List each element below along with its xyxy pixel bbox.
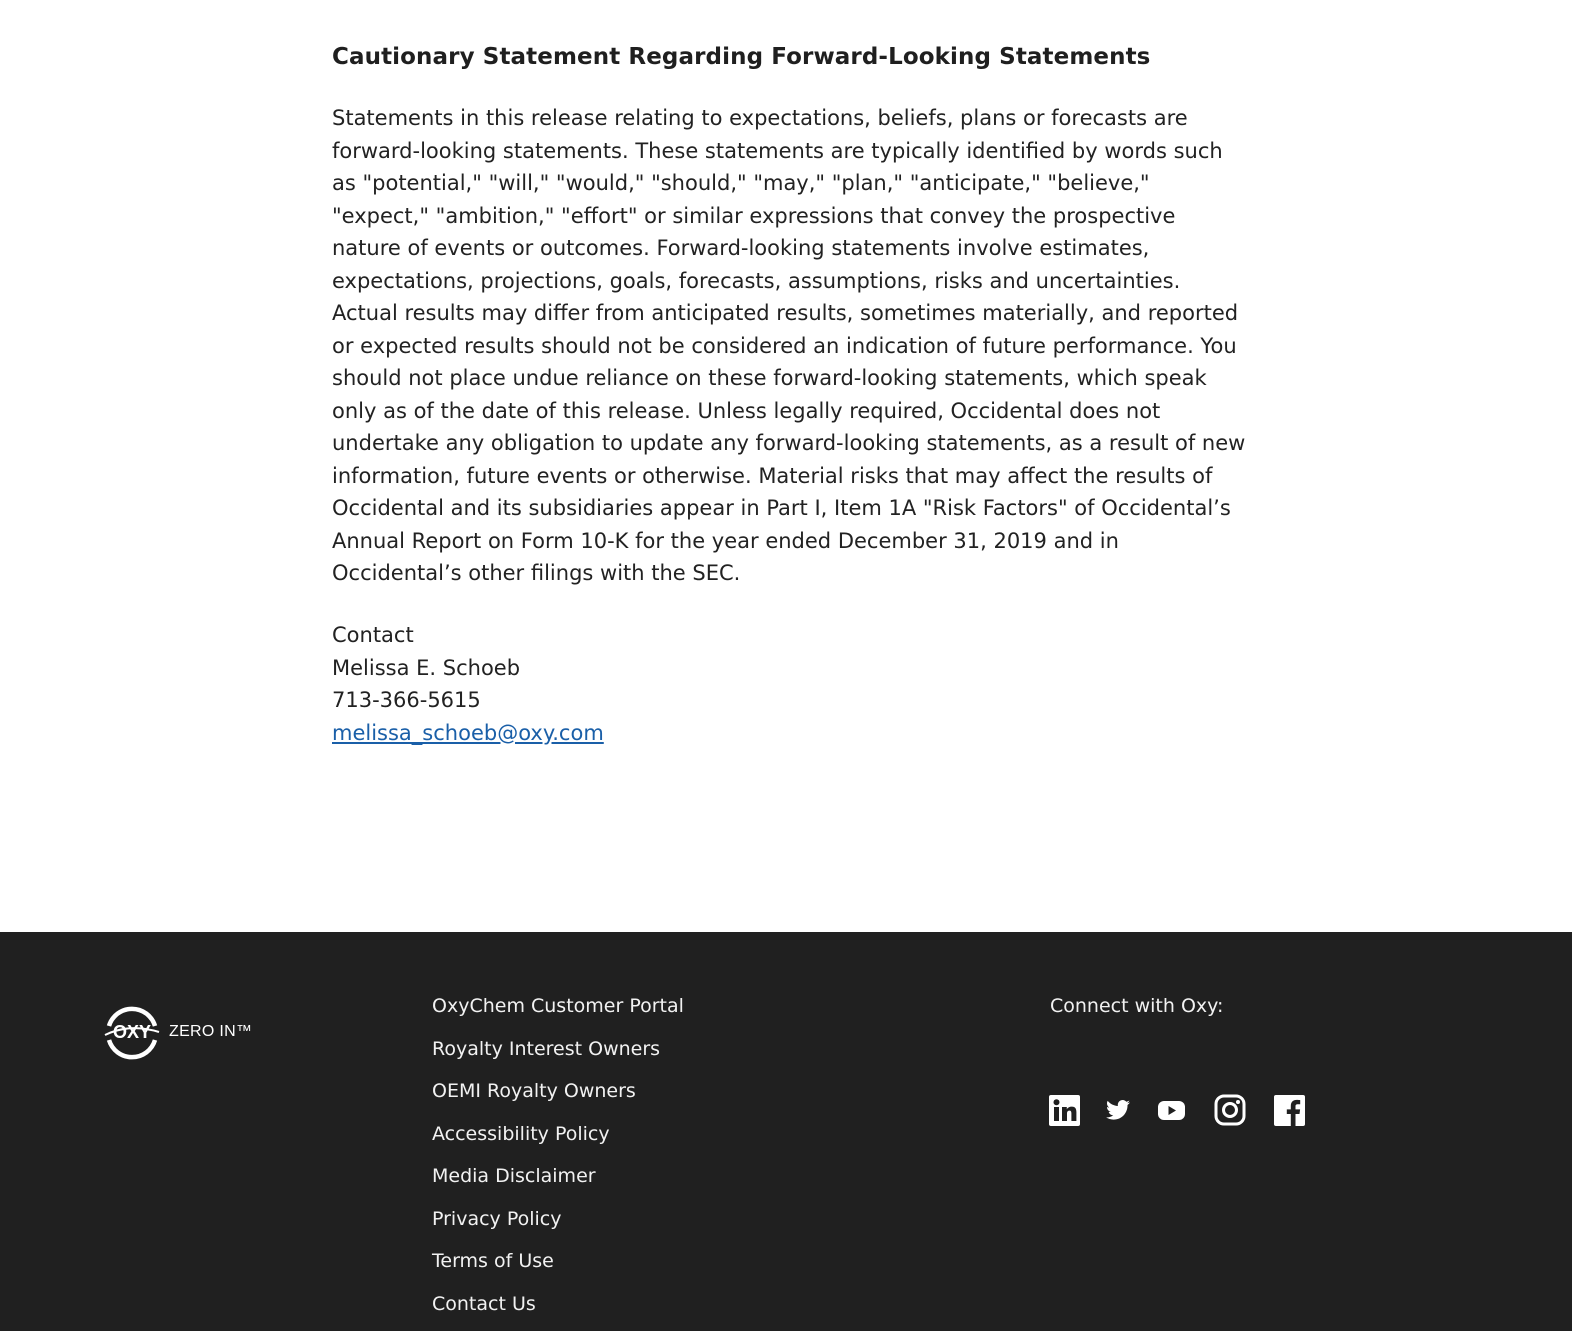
site-footer <box>0 932 1572 1331</box>
social-links <box>1049 1094 1305 1126</box>
footer-link-privacy-policy[interactable]: Privacy Policy <box>432 1207 562 1230</box>
footer-link-oemi-royalty-owners[interactable]: OEMI Royalty Owners <box>432 1080 636 1102</box>
section-heading: Cautionary Statement Regarding Forward-Looking Statements <box>332 44 1151 70</box>
footer-link-terms-of-use[interactable]: Terms of Use <box>432 1250 554 1272</box>
logo-tagline: ZERO IN™ <box>169 1023 253 1040</box>
facebook-icon[interactable] <box>1274 1095 1305 1126</box>
twitter-icon[interactable] <box>1106 1100 1130 1120</box>
contact-phone: 713-366-5615 <box>332 688 481 712</box>
contact-name: Melissa E. Schoeb <box>332 655 521 680</box>
oxy-logo-mark <box>103 1003 161 1063</box>
oxy-logo[interactable] <box>103 1003 253 1063</box>
footer-link-contact-us[interactable]: Contact Us <box>432 1292 536 1315</box>
footer-link-media-disclaimer[interactable]: Media Disclaimer <box>432 1165 596 1187</box>
contact-block <box>332 619 604 749</box>
footer-links <box>432 990 684 1330</box>
linkedin-icon[interactable] <box>1049 1095 1080 1126</box>
forward-looking-statement <box>332 38 1247 590</box>
section-body: Statements in this release relating to expectations, beliefs, plans or forecasts are forward-looking statements. These statements are typically identified by words such as "potential," "will," "would," "should," "may," "plan," "anticipate," "believe," "expect," "ambition," "effort" or similar expressions that convey the prospective nature of events or outcomes. Forward-looking statements involve estimates, expectations, projections, goals, forecasts, assumptions, risks and uncertainties. Actual results may differ from anticipated results, sometimes materially, and reported or expected results should not be considered an indication of future performance. You should not place undue reliance on these forward-looking statements, which speak only as of the date of this release. Unless legally required, Occidental does not undertake any obligation to update any forward-looking statements, as a result of new information, future events or otherwise. Material risks that may affect the results of Occidental and its subsidiaries appear in Part I, Item 1A "Risk Factors" of Occidental’s Annual Report on Form 10-K for the year ended December 31, 2019 and in Occidental’s other filings with the SEC. <box>332 106 1246 585</box>
contact-email-link[interactable]: melissa_schoeb@oxy.com <box>332 720 604 745</box>
footer-link-oxychem-portal[interactable]: OxyChem Customer Portal <box>432 995 684 1017</box>
footer-link-accessibility-policy[interactable]: Accessibility Policy <box>432 1122 610 1145</box>
contact-label: Contact <box>332 623 414 647</box>
connect-label: Connect with Oxy: <box>1050 995 1224 1017</box>
svg-text:OXY: OXY <box>112 1022 152 1042</box>
instagram-icon[interactable] <box>1214 1094 1246 1126</box>
footer-link-royalty-interest-owners[interactable]: Royalty Interest Owners <box>432 1037 661 1060</box>
youtube-icon[interactable] <box>1158 1101 1185 1120</box>
